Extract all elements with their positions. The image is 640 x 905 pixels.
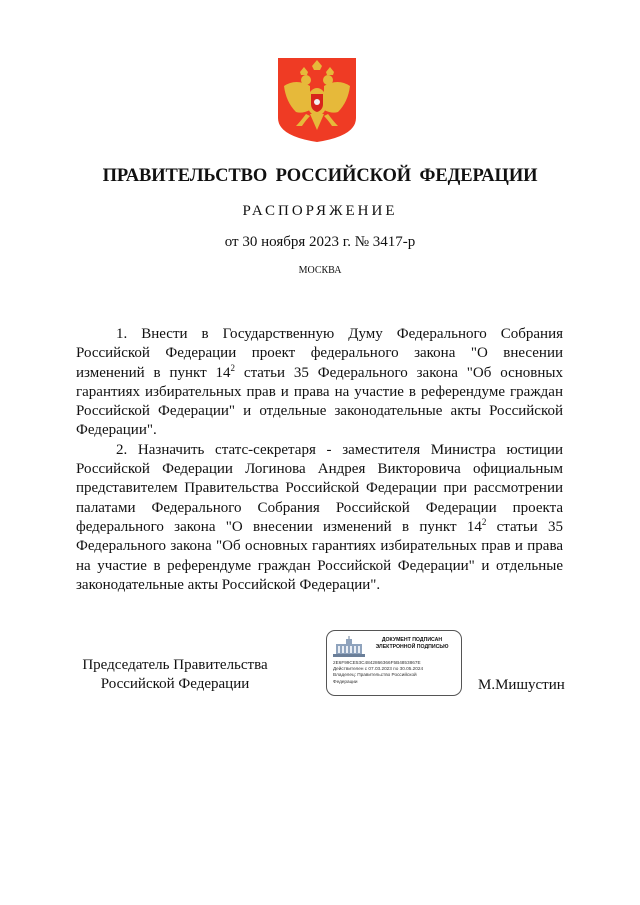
- document-type: РАСПОРЯЖЕНИЕ: [242, 203, 398, 219]
- document-city: МОСКВА: [298, 265, 342, 276]
- stamp-serial: 2E6F99CE53C4842866366F5B4853867E: [333, 660, 421, 665]
- item-text: статьи 35 Федерального закона "Об основных гарантиях избирательных прав и права на участие в референдуме граждан Российской Федерации" и отдельные законодательные акты Российской Федерации".: [76, 364, 563, 439]
- signatory-position-line2: Российской Федерации: [100, 676, 250, 692]
- item-number: 1.: [116, 326, 128, 342]
- organization-title: ПРАВИТЕЛЬСТВО РОССИЙСКОЙ ФЕДЕРАЦИИ: [102, 166, 538, 186]
- item-2-paragraph: [76, 441, 563, 595]
- document-body: [76, 325, 563, 595]
- government-building-icon: [332, 636, 366, 658]
- superscript: 2: [481, 516, 487, 527]
- stamp-details: [333, 660, 459, 685]
- item-text: Назначить статс-секретаря - заместителя Министра юстиции Российской Федерации Логинова Андрея Викторовича официальным представителем Правительства Российской Федерации при рассмотрении палатами Федерального Собрания Российской Федерации проекта федерального закона "О внесении изменений в пункт 14: [76, 441, 563, 535]
- signatory-name: М.Мишустин: [478, 677, 565, 693]
- signatory-position-line1: Председатель Правительства: [82, 657, 268, 673]
- stamp-heading-line2: ЭЛЕКТРОННОЙ ПОДПИСЬЮ: [375, 643, 449, 650]
- item-1-paragraph: [76, 325, 563, 441]
- stamp-heading: [365, 637, 459, 650]
- stamp-validity: Действителен с 07.03.2023 по 30.05.2024: [333, 666, 424, 672]
- stamp-owner-line1: Владелец: Правительство Российской: [333, 672, 417, 678]
- stamp-heading-line1: ДОКУМЕНТ ПОДПИСАН: [381, 637, 443, 643]
- electronic-signature-stamp: [326, 630, 462, 696]
- signatory-position: [80, 656, 270, 694]
- document-date-number: от 30 ноября 2023 г. № 3417-р: [224, 234, 416, 250]
- item-number: 2.: [116, 441, 128, 458]
- superscript: 2: [230, 362, 236, 373]
- coat-of-arms-emblem: [276, 56, 358, 144]
- stamp-owner-line2: Федерации: [333, 678, 358, 684]
- item-text: Внести в Государственную Думу Федерального Собрания Российской Федерации проект федерального закона "О внесении изменений в пункт 14: [76, 326, 563, 381]
- item-text: статьи 35 Федерального закона "Об основных гарантиях избирательных прав и права на участие в референдуме граждан Российской Федерации" и отдельные законодательные акты Российской Федерации".: [76, 518, 563, 593]
